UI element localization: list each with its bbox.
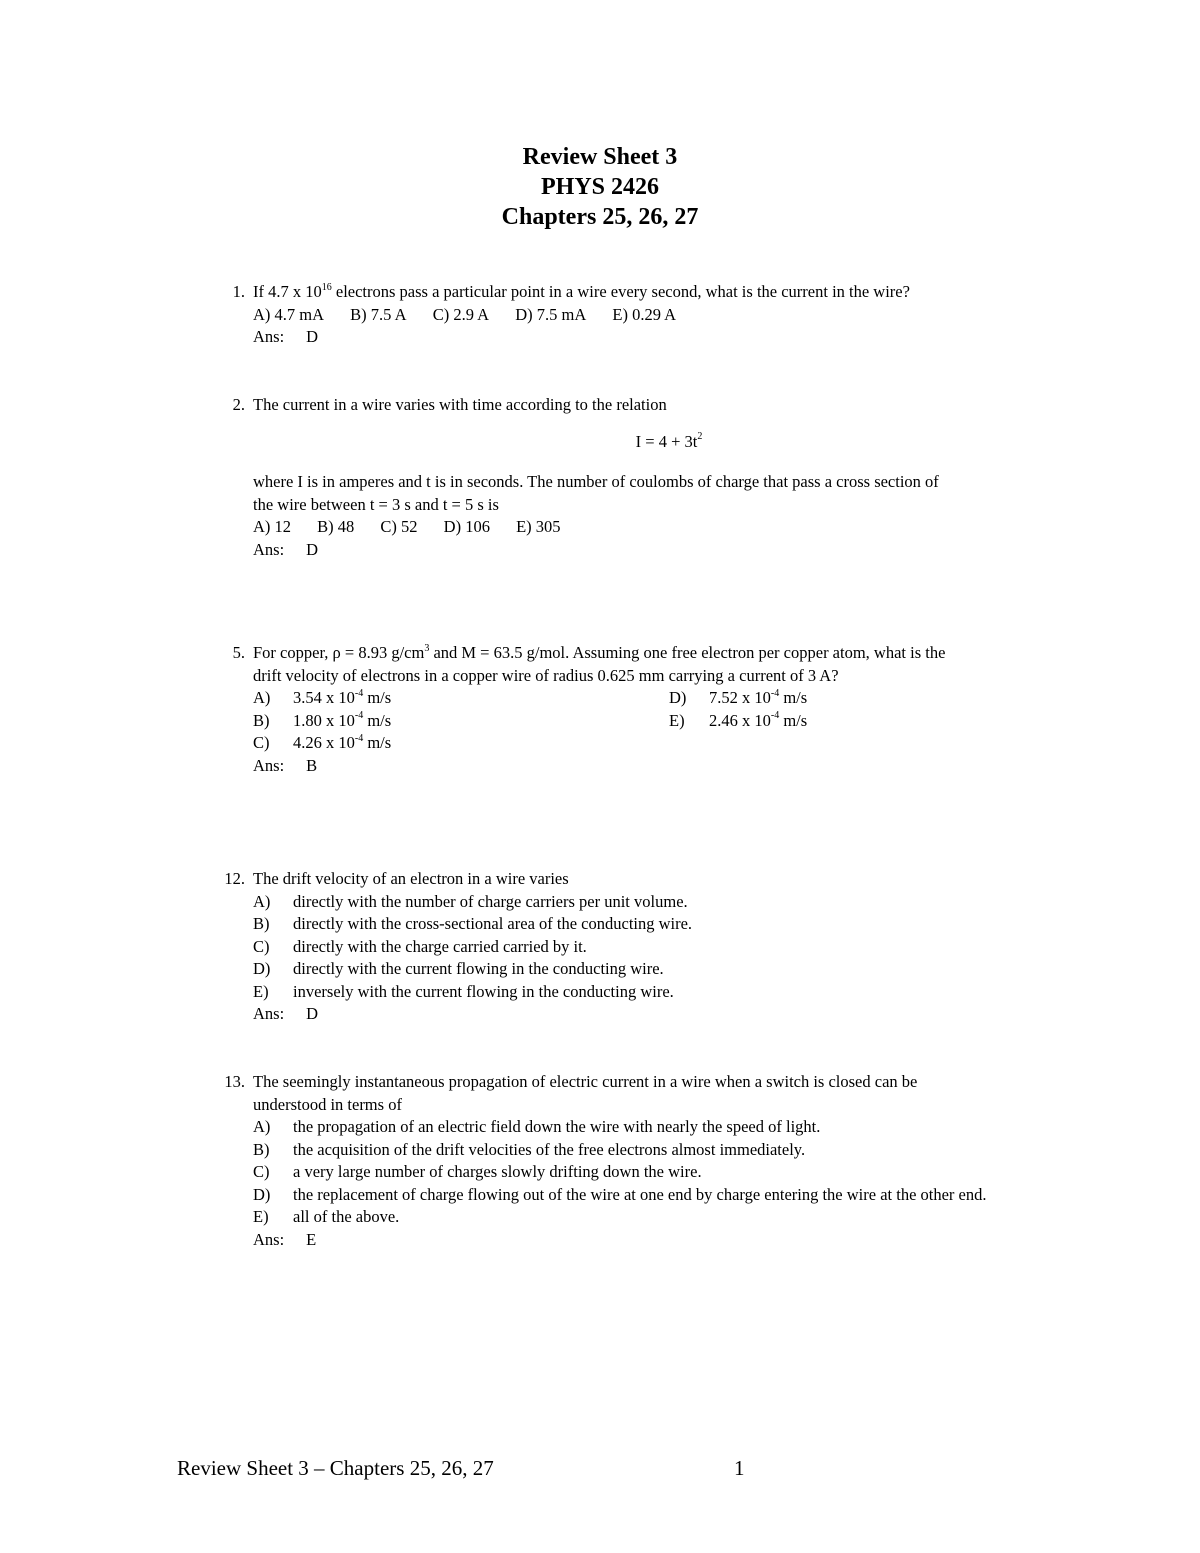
choice-d: D) 106 bbox=[443, 517, 490, 536]
choice-c: C) 2.9 A bbox=[432, 304, 490, 324]
answer-value: D bbox=[306, 327, 319, 346]
choice-a: A) 12 bbox=[253, 517, 292, 536]
choice-b: B) the acquisition of the drift velocities of the free electrons almost immediately. bbox=[253, 1139, 806, 1159]
question-5 bbox=[215, 642, 1085, 777]
question-13 bbox=[215, 1071, 1085, 1251]
page-title: Review Sheet 3 bbox=[522, 144, 678, 170]
choice-c: C) a very large number of charges slowly drifting down the wire. bbox=[253, 1162, 702, 1181]
choice-e: E) 0.29 A bbox=[612, 304, 677, 324]
choice-b: B) 48 bbox=[317, 517, 355, 536]
choice-d: D) 7.5 mA bbox=[515, 304, 587, 324]
choice-e: E) 305 bbox=[516, 517, 561, 536]
answer-value: E bbox=[306, 1229, 317, 1249]
choice-d: D) the replacement of charge flowing out of the wire at one end by charge entering the wire at the other end. bbox=[253, 1184, 987, 1204]
chapters-heading: Chapters 25, 26, 27 bbox=[501, 204, 699, 230]
choice-b: B) 7.5 A bbox=[350, 304, 407, 324]
question-1-answer: Ans: D bbox=[215, 326, 1085, 349]
choice-e: E) all of the above. bbox=[253, 1207, 400, 1226]
choice-a: A) the propagation of an electric field down the wire with nearly the speed of light. bbox=[253, 1117, 821, 1136]
question-2-answer: Ans: D bbox=[215, 539, 1085, 562]
question-13-stem-line-2: understood in terms of bbox=[253, 1094, 402, 1114]
question-number: 2. bbox=[232, 395, 245, 414]
question-5-choices bbox=[215, 687, 1085, 755]
question-12-answer: Ans: D bbox=[215, 1003, 1085, 1026]
question-2-text-line-1: where I is in amperes and t is in seconds. The number of coulombs of charge that pass a cross section of bbox=[253, 472, 939, 491]
question-2-stem: 2. The current in a wire varies with time according to the relation bbox=[215, 394, 1085, 417]
choice-c: C) 52 bbox=[380, 517, 418, 536]
question-13-answer: Ans: E bbox=[215, 1229, 1085, 1252]
question-2-choices bbox=[215, 516, 1085, 539]
choice-c: C) directly with the charge carried carried by it. bbox=[253, 936, 587, 956]
choice-b: B) 1.80 x $10^{-4}$ m/s bbox=[253, 710, 392, 730]
question-13-stem: 13. The seemingly instantaneous propagation of electric current in a wire when a switch is closed can be bbox=[215, 1071, 1085, 1094]
question-number: 1. bbox=[232, 282, 245, 301]
footer-title: Review Sheet 3 – Chapters 25, 26, 27 bbox=[177, 1456, 494, 1480]
question-12-stem: 12. The drift velocity of an electron in a wire varies bbox=[215, 868, 1085, 891]
question-1-choices bbox=[215, 304, 1085, 327]
question-12 bbox=[215, 868, 1085, 1026]
question-5-stem: 5. For copper, ρ = 8.93 $g/cm^3$ and M = 63.5 g/mol. Assuming one free electron per copper atom, what is the bbox=[215, 642, 1085, 665]
answer-value: B bbox=[306, 755, 318, 775]
question-number: 12. bbox=[224, 869, 245, 888]
question-5-answer: Ans: B bbox=[215, 755, 1085, 778]
question-1-stem: 1. If 4.7 x $10^{16}$ electrons pass a particular point in a wire every second, what is the current in the wire? bbox=[215, 281, 1085, 304]
formula: $I = 4 + 3t^2$ bbox=[635, 431, 703, 451]
choice-a: A) directly with the number of charge carriers per unit volume. bbox=[253, 891, 688, 911]
choice-d: D) directly with the current flowing in the conducting wire. bbox=[253, 959, 664, 978]
question-number: 13. bbox=[224, 1072, 245, 1091]
choice-b: B) directly with the cross-sectional area of the conducting wire. bbox=[253, 914, 693, 933]
answer-value: D bbox=[306, 539, 319, 559]
question-number: 5. bbox=[232, 643, 245, 662]
question-5-stem-line-2: drift velocity of electrons in a copper wire of radius 0.625 mm carrying a current of 3 A? bbox=[253, 665, 839, 685]
choice-d: D) 7.52 x $10^{-4}$ m/s bbox=[669, 687, 808, 707]
question-2 bbox=[215, 394, 1085, 561]
page-header bbox=[0, 142, 1200, 232]
choice-e: E) 2.46 x $10^{-4}$ m/s bbox=[669, 710, 808, 730]
choice-a: A) 3.54 x $10^{-4}$ m/s bbox=[253, 687, 392, 707]
choice-a: A) 4.7 mA bbox=[253, 304, 325, 324]
choice-c: C) 4.26 x $10^{-4}$ m/s bbox=[253, 732, 392, 752]
course-code: PHYS 2426 bbox=[540, 174, 659, 200]
answer-value: D bbox=[306, 1004, 319, 1023]
question-1 bbox=[215, 281, 1085, 349]
choice-e: E) inversely with the current flowing in the conducting wire. bbox=[253, 981, 674, 1001]
page-number: 1 bbox=[734, 1456, 745, 1480]
question-2-text-line-2: the wire between t = 3 s and t = 5 s is bbox=[253, 494, 499, 514]
